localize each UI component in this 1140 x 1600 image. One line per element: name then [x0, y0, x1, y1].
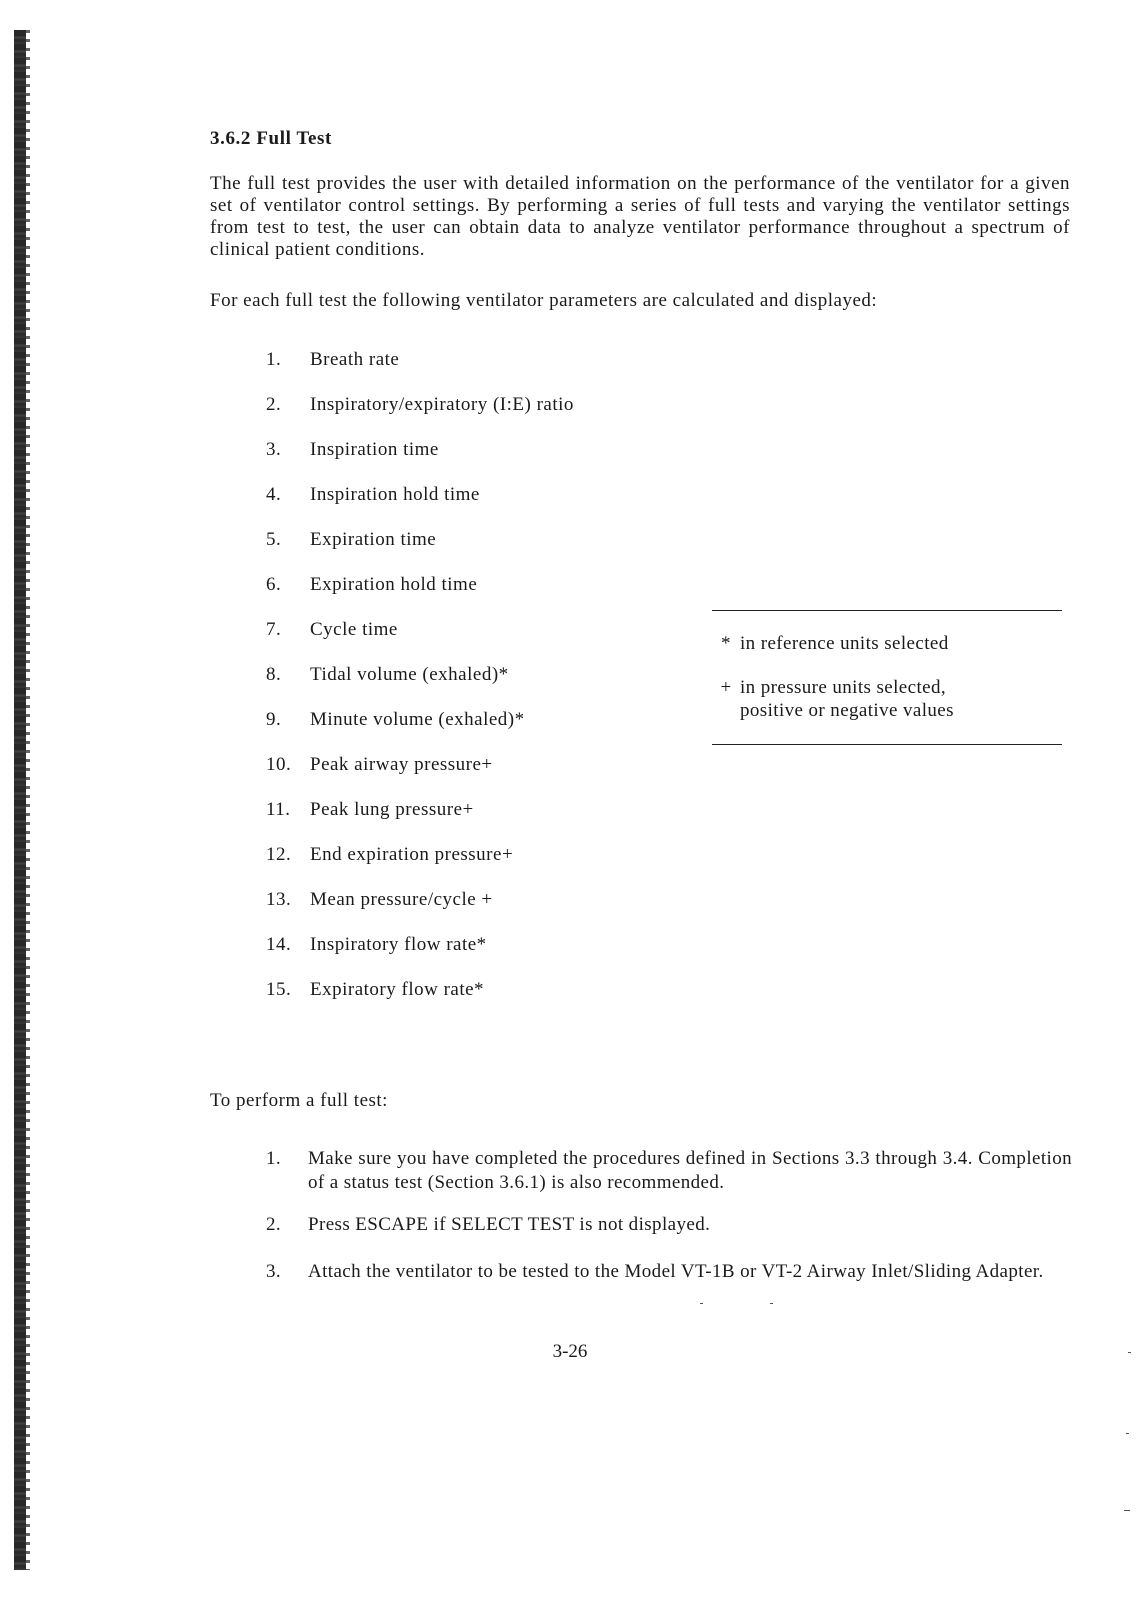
item-number: 13.	[266, 889, 292, 910]
item-text: Inspiratory/expiratory (I:E) ratio	[310, 394, 574, 415]
list-item	[266, 349, 399, 371]
item-text: Expiration hold time	[310, 574, 478, 595]
item-text: Expiration time	[310, 529, 437, 550]
scan-speck	[770, 1303, 773, 1304]
legend-top-rule	[712, 610, 1062, 611]
procedure-step	[266, 1147, 1072, 1195]
item-number: 10.	[266, 754, 292, 775]
item-number: 8.	[266, 664, 282, 685]
list-item	[266, 529, 436, 551]
step-number: 2.	[266, 1214, 282, 1235]
item-text: Mean pressure/cycle +	[310, 889, 493, 910]
item-number: 5.	[266, 529, 282, 550]
list-item	[266, 394, 574, 416]
list-item	[266, 439, 439, 461]
item-number: 3.	[266, 439, 282, 460]
item-number: 4.	[266, 484, 282, 505]
item-number: 7.	[266, 619, 282, 640]
list-item	[266, 754, 493, 776]
item-number: 6.	[266, 574, 282, 595]
procedure-step	[266, 1260, 1072, 1284]
plus-symbol: +	[720, 677, 732, 698]
legend-entry	[712, 632, 949, 655]
item-text: Inspiration time	[310, 439, 439, 460]
item-text: Tidal volume (exhaled)*	[310, 664, 509, 685]
procedure-intro: To perform a full test:	[210, 1090, 388, 1111]
scan-speck	[1124, 1510, 1130, 1511]
item-text: Peak lung pressure+	[310, 799, 474, 820]
item-number: 12.	[266, 844, 292, 865]
item-number: 1.	[266, 349, 282, 370]
list-item	[266, 799, 474, 821]
procedure-step	[266, 1213, 1072, 1237]
section-heading: 3.6.2 Full Test	[210, 128, 332, 149]
item-text: Peak airway pressure+	[310, 754, 493, 775]
list-item	[266, 889, 493, 911]
list-item	[266, 934, 487, 956]
list-item	[266, 484, 480, 506]
legend-entry	[712, 676, 1012, 722]
intro-paragraph: The full test provides the user with detailed information on the performance of the ventilator for a given set of ventilator control settings. By performing a series of full tests and varying the ventilator settings from test to test, the user can obtain data to analyze ventilator performance throughout a spectrum of clinical patient conditions.	[210, 173, 1070, 260]
step-text: Make sure you have completed the procedures defined in Sections 3.3 through 3.4. Completion of a status test (Section 3.6.1) is also recommended.	[308, 1148, 1072, 1193]
item-number: 14.	[266, 934, 292, 955]
legend-bottom-rule	[712, 744, 1062, 745]
item-text: End expiration pressure+	[310, 844, 514, 865]
list-intro: For each full test the following ventilator parameters are calculated and displayed:	[210, 290, 878, 311]
legend-text: in reference units selected	[740, 633, 949, 654]
scan-speck	[1128, 1352, 1131, 1353]
item-number: 9.	[266, 709, 282, 730]
item-number: 11.	[266, 799, 291, 820]
item-text: Inspiratory flow rate*	[310, 934, 487, 955]
list-item	[266, 664, 509, 686]
item-text: Cycle time	[310, 619, 398, 640]
step-text: Attach the ventilator to be tested to the Model VT-1B or VT-2 Airway Inlet/Sliding Adapter.	[308, 1261, 1044, 1282]
list-item	[266, 844, 513, 866]
list-item	[266, 619, 398, 641]
item-text: Expiratory flow rate*	[310, 979, 485, 1000]
asterisk-symbol: *	[721, 633, 731, 654]
list-item	[266, 574, 477, 596]
footnote-legend	[712, 610, 1062, 745]
scan-speck	[700, 1303, 703, 1304]
step-number: 1.	[266, 1148, 282, 1169]
item-text: Inspiration hold time	[310, 484, 480, 505]
step-number: 3.	[266, 1261, 282, 1282]
list-item	[266, 979, 484, 1001]
item-text: Breath rate	[310, 349, 400, 370]
item-text: Minute volume (exhaled)*	[310, 709, 525, 730]
item-number: 15.	[266, 979, 292, 1000]
page-number: 3-26	[552, 1341, 588, 1362]
scan-speck	[1126, 1433, 1129, 1434]
binding-edge	[14, 30, 26, 1570]
legend-text: in pressure units selected, positive or negative values	[740, 677, 954, 721]
step-text: Press ESCAPE if SELECT TEST is not displayed.	[308, 1214, 711, 1235]
list-item	[266, 709, 525, 731]
item-number: 2.	[266, 394, 282, 415]
